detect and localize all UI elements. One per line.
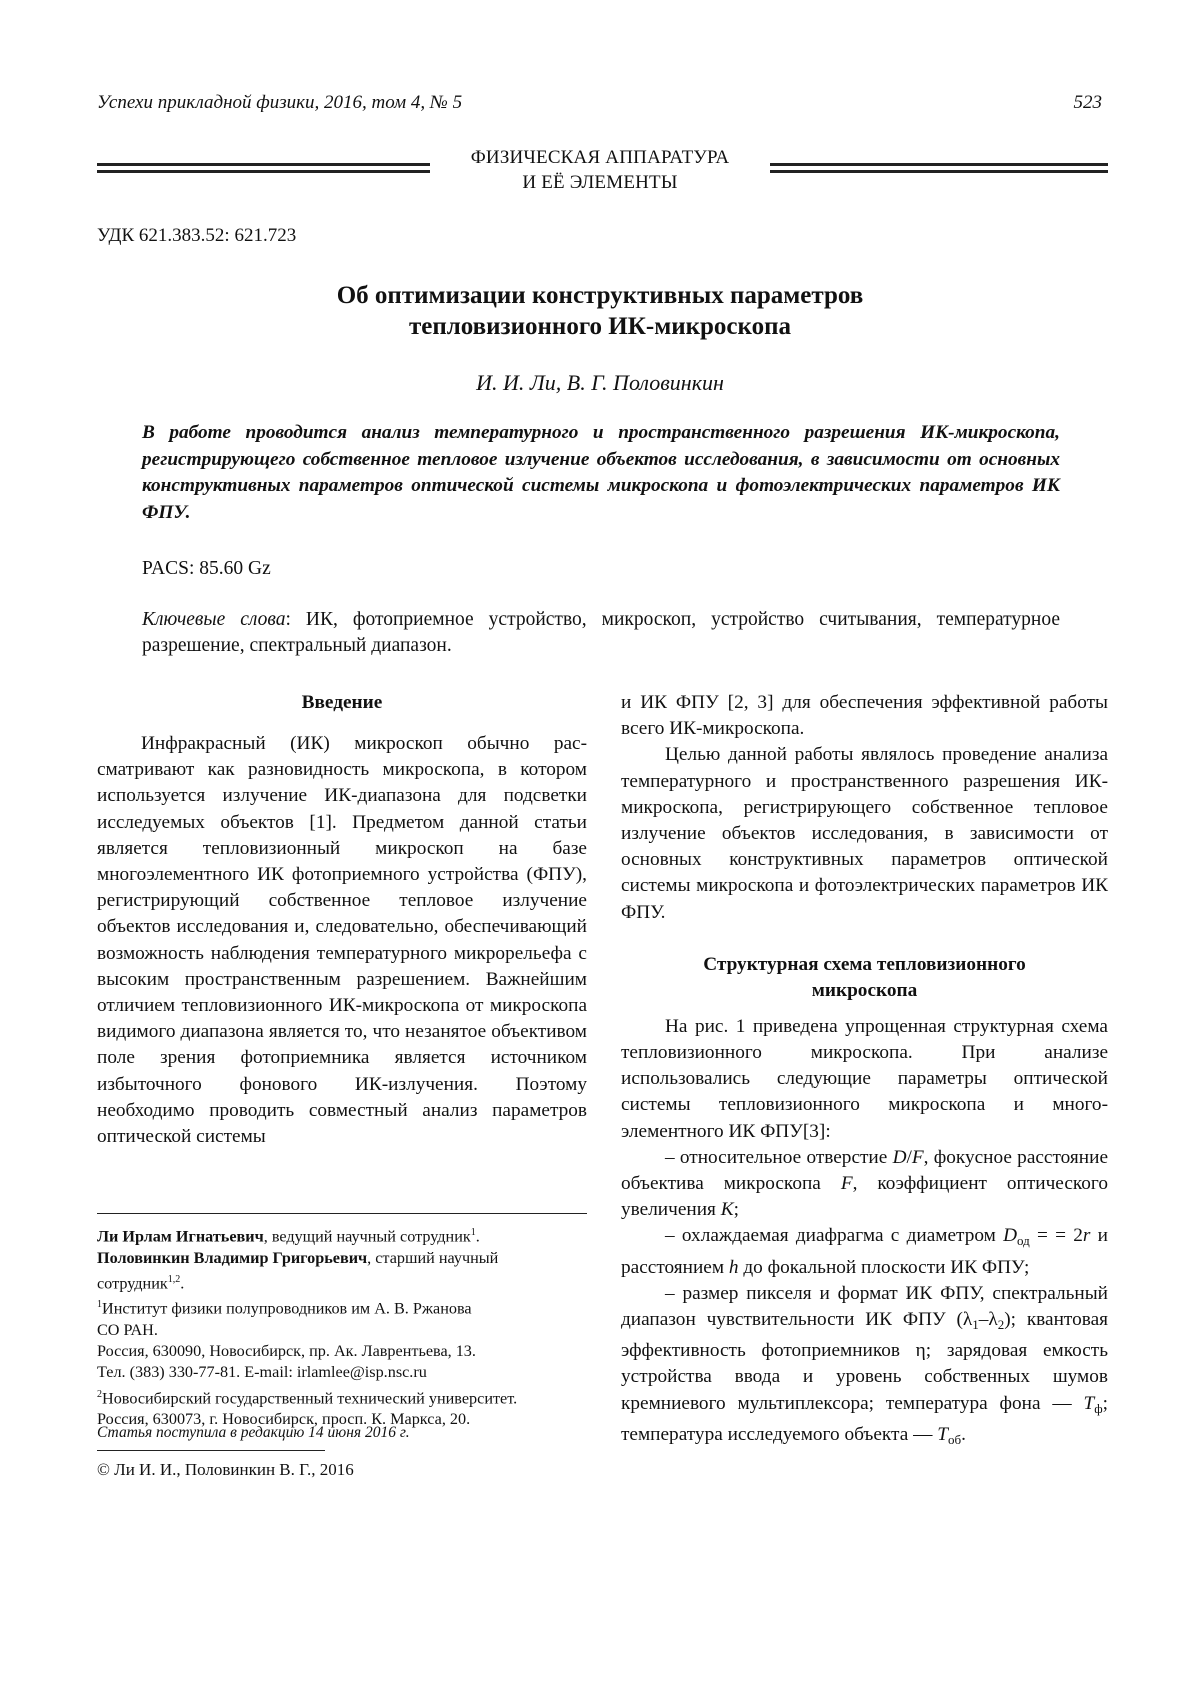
symbol-t-bg: T [1083,1392,1095,1414]
section-rule-left [97,163,430,173]
section-heading-line2: И ЕЁ ЭЛЕМЕНТЫ [522,172,678,193]
intro-paragraph: Инфракрасный (ИК) микроскоп обычно рассматривают как разновидность микроскопа, в котором используется излучение ИК-диапазона для подсветки исследуемых объектов [1]. Предметом данной статьи является тепловизионный микроскоп на базе многоэлементного ИК фотоприемного устройства (ФПУ), регистрирующий собственное тепловое излучение объектов исследования и, следовательно, обеспечивающий возможность наблюдения температурного микрорельефа с высоким пространственным разрешением. Важнейшим отличием тепловизионного ИК-микроскопа от микроскопа видимого диапазона является то, что незанятое объективом поле зрения фотоприемника является источником избыточного фонового ИК-излучения. Поэтому необходимо проводить совместный анализ параметров оптической системы [97,733,587,1148]
subscript-2: 2 [997,1317,1005,1333]
author1-sup: 1 [470,1227,476,1238]
footnote-author2 [97,1248,597,1269]
symbol-d: D [892,1146,907,1168]
symbol-d-od: D [1003,1225,1017,1247]
param-item-3-end: . [961,1423,966,1445]
journal-citation: Успехи прикладной физики, 2016, том 4, № 5 [97,92,463,113]
structure-heading-line1: Структурная схема тепловизионного [703,953,1026,975]
aff1-sup: 1 [97,1299,102,1311]
symbol-f: F [911,1146,924,1168]
param-item-2-text: – охлаждаемая диафрагма с диаметром [665,1225,1004,1247]
subscript-bg: ф [1094,1400,1103,1416]
symbol-f2: F [840,1173,853,1195]
structure-intro-paragraph: На рис. 1 приведена упрощенная структурная схема тепловизионного микроскопа. При анализе использовались следующие параметры оптической системы тепловизионного микроскопа и многоэлементного ИК ФПУ[3]: [621,1015,1108,1142]
article-title-line2: тепловизионного ИК-микроскопа [408,313,792,340]
param-item-2-text3: и расстоянием [621,1225,1108,1278]
symbol-t-obj: T [937,1423,948,1445]
intro-heading: Введение [301,692,383,713]
structure-heading-line2: микроскопа [811,979,918,1001]
affiliation1-line2: СО РАН. [97,1320,158,1339]
param-item-2 [621,1223,1108,1280]
received-rule [97,1450,325,1451]
right-column [621,690,1108,1453]
keywords-label: Ключевые слова [142,609,286,630]
left-column [97,690,587,1150]
author2-role2: сотрудник [97,1274,168,1293]
udk-code: УДК 621.383.52: 621.723 [97,225,297,246]
article-title [140,280,1060,342]
param-item-3-text3: ; температура исследуемого объекта — [621,1392,1108,1445]
param-item-1-text: – относительное отверстие [665,1146,893,1168]
section-heading-line1: ФИЗИЧЕСКАЯ АППАРАТУРА [470,147,730,168]
affiliation1-line1 [97,1294,597,1320]
aff1-name: Институт физики полупроводников им А. В. Ржанова [102,1299,472,1318]
author1-end: . [475,1227,480,1246]
footnotes [97,1222,597,1430]
author1-name: Ли Ирлам Игнатьевич [97,1227,264,1246]
symbol-k: K [720,1199,734,1221]
purpose-paragraph: Целью данной работы являлось проведение анализа температурного и пространственного разрешения ИК-микроскопа, регистрирующего собственное тепловое излучение объектов исследования, в зависимости от основных конструктивных параметров оптической системы микроскопа и фотоэлектрических параметров ИК ФПУ. [621,744,1108,923]
param-item-3 [621,1281,1108,1453]
param-item-1-text3: , коэффициент оптического увеличения [621,1173,1108,1221]
symbol-r: r [1082,1225,1091,1247]
footnote-author1 [97,1222,597,1248]
param-item-3-text: – размер пикселя и формат ИК ФПУ, спектральный диапазон чувствительности ИК ФПУ (λ [621,1282,1108,1331]
affiliation2-address: Россия, 630073, г. Новосибирск, просп. К. Маркса, 20. [97,1410,471,1429]
copyright: © Ли И. И., Половинкин В. Г., 2016 [97,1460,354,1479]
author2-name: Половинкин Владимир Григорьевич [97,1248,368,1267]
abstract: В работе проводится анализ температурного и пространственного разрешения ИК-микроскопа, регистрирующего собственное тепловое излучение объектов исследования, в зависимости от основных конструктивных параметров оптической системы микроскопа и фотоэлектрических параметров ИК ФПУ. [142,422,1060,523]
author2-role: , старший научный [367,1248,499,1267]
slash: / [906,1146,912,1168]
param-item-1-end: ; [733,1199,739,1221]
param-item-1 [621,1145,1108,1224]
symbol-h: h [728,1256,739,1278]
param-item-2-text2: = = 2 [1029,1225,1083,1247]
keywords-text: : ИК, фотоприемное устройство, микроскоп, устройство считывания, температурное разрешение, спектральный диапазон. [142,609,1060,656]
structure-heading [621,952,1108,1004]
received-date: Статья поступила в редакцию 14 июня 2016 г. [97,1424,410,1441]
param-item-3-text2: ); квантовая эффективность фотоприемников η; зарядовая емкость устройства ввода и уровень собственных шумов кремниевого мультиплексора; температура фона — [621,1309,1108,1414]
section-heading [440,145,760,195]
footnote-author2-cont [97,1269,597,1295]
lambda-dash: –λ [978,1309,998,1331]
article-title-line1: Об оптимизации конструктивных параметров [336,282,864,309]
page-number: 523 [1073,92,1102,113]
author1-role: , ведущий научный сотрудник [263,1227,471,1246]
author2-end: . [180,1274,185,1293]
subscript-od: од [1017,1233,1030,1249]
section-rule-right [770,163,1108,173]
author2-sup: 1,2 [167,1273,181,1285]
subscript-1: 1 [972,1317,979,1333]
aff2-sup: 2 [97,1388,102,1400]
keywords [142,607,1060,659]
continuation-paragraph: и ИК ФПУ [2, 3] для обеспечения эффективной работы всего ИК-микроскопа. [621,692,1108,740]
subscript-obj: об [947,1431,962,1447]
aff2-name: Новосибирский государственный технический университет. [102,1388,518,1407]
affiliation1-address: Россия, 630090, Новосибирск, пр. Ак. Лаврентьева, 13. [97,1342,476,1361]
param-item-1-text2: , фокусное расстояние объектива микроскопа [621,1146,1109,1195]
param-item-2-end: до фокальной плоскости ИК ФПУ; [738,1256,1030,1278]
authors: И. И. Ли, В. Г. Половинкин [476,370,724,395]
pacs-code: PACS: 85.60 Gz [142,558,271,579]
affiliation1-contact: Тел. (383) 330-77-81. E-mail: irlamlee@isp.nsc.ru [97,1363,427,1382]
footnote-rule [97,1213,587,1214]
affiliation2-line1 [97,1384,597,1410]
